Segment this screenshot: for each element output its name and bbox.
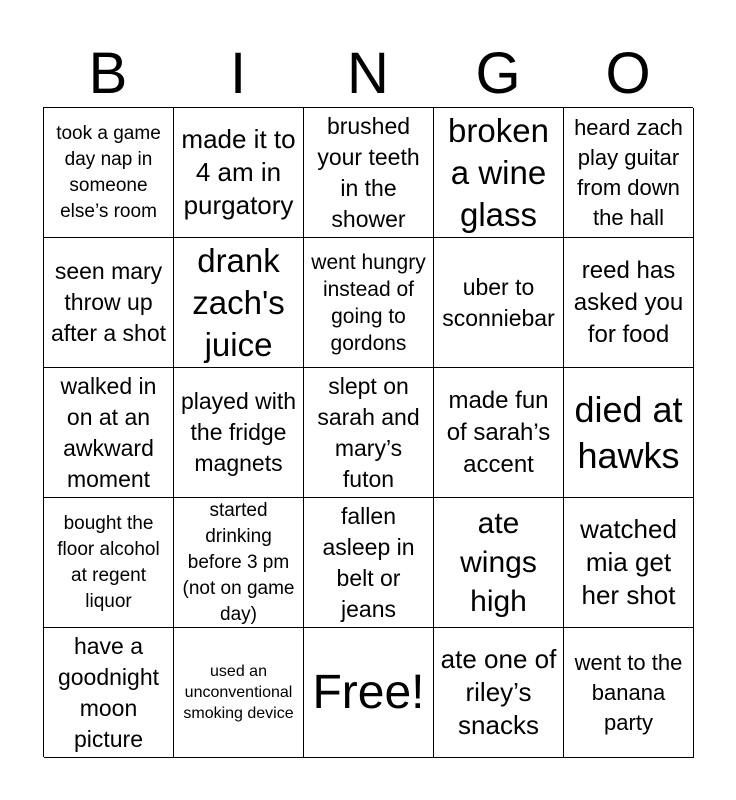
cell-text: watched mia get her shot — [580, 514, 677, 610]
cell-text: died at hawks — [574, 388, 683, 476]
bingo-cell[interactable] — [44, 498, 174, 628]
bingo-cell[interactable] — [304, 498, 434, 628]
bingo-cell[interactable] — [564, 368, 694, 498]
bingo-cell[interactable] — [434, 498, 564, 628]
bingo-cell[interactable] — [304, 108, 434, 238]
bingo-cell[interactable] — [434, 238, 564, 368]
cell-text: have a goodnight moon picture — [57, 632, 160, 752]
bingo-cell[interactable] — [304, 238, 434, 368]
cell-text: took a game day nap in someone else’s room — [56, 122, 161, 222]
free-space-cell[interactable] — [304, 628, 434, 758]
cell-text: fallen asleep in belt or jeans — [322, 502, 415, 622]
bingo-cell[interactable] — [434, 108, 564, 238]
cell-text: ate wings high — [460, 507, 537, 618]
header-letter-i: I — [229, 41, 247, 106]
cell-text: walked in on at an awkward moment — [60, 372, 157, 492]
header-letter-n: N — [347, 41, 389, 106]
bingo-board — [43, 107, 693, 757]
cell-text: played with the fridge magnets — [180, 388, 297, 476]
cell-text: made fun of sarah’s accent — [446, 386, 551, 478]
header-letter-g: G — [475, 41, 521, 106]
bingo-cell[interactable] — [434, 368, 564, 498]
header-letter-b: B — [88, 41, 128, 106]
bingo-cell[interactable] — [304, 368, 434, 498]
bingo-cell[interactable] — [44, 368, 174, 498]
cell-text: made it to 4 am in purgatory — [181, 124, 296, 220]
bingo-cell[interactable] — [174, 498, 304, 628]
bingo-cell[interactable] — [44, 628, 174, 758]
cell-text: went to the banana party — [574, 649, 683, 735]
cell-text: brushed your teeth in the shower — [317, 112, 420, 232]
bingo-cell[interactable] — [174, 368, 304, 498]
cell-text: heard zach play guitar from down the hall — [574, 114, 683, 230]
bingo-cell[interactable] — [564, 628, 694, 758]
cell-text: used an unconventional smoking device — [183, 663, 294, 722]
bingo-cell[interactable] — [564, 498, 694, 628]
bingo-cell[interactable] — [564, 238, 694, 368]
bingo-cell[interactable] — [174, 628, 304, 758]
bingo-cell[interactable] — [44, 108, 174, 238]
cell-text: started drinking before 3 pm (not on game day) — [182, 499, 295, 625]
bingo-header — [43, 40, 693, 108]
bingo-cell[interactable] — [44, 238, 174, 368]
bingo-cell[interactable] — [174, 238, 304, 368]
free-space-label: Free! — [312, 665, 425, 719]
cell-text: reed has asked you for food — [573, 256, 684, 348]
bingo-cell[interactable] — [434, 628, 564, 758]
cell-text: slept on sarah and mary’s futon — [317, 372, 420, 492]
cell-text: seen mary throw up after a shot — [50, 258, 167, 346]
cell-text: drank zach's juice — [192, 241, 285, 363]
header-letter-o: O — [605, 41, 651, 106]
cell-text: went hungry instead of going to gordons — [311, 250, 426, 355]
cell-text: broken a wine glass — [448, 111, 549, 233]
bingo-cell[interactable] — [174, 108, 304, 238]
cell-text: uber to sconniebar — [442, 273, 555, 331]
cell-text: ate one of riley’s snacks — [440, 644, 557, 740]
cell-text: bought the floor alcohol at regent liquor — [57, 512, 160, 612]
bingo-cell[interactable] — [564, 108, 694, 238]
